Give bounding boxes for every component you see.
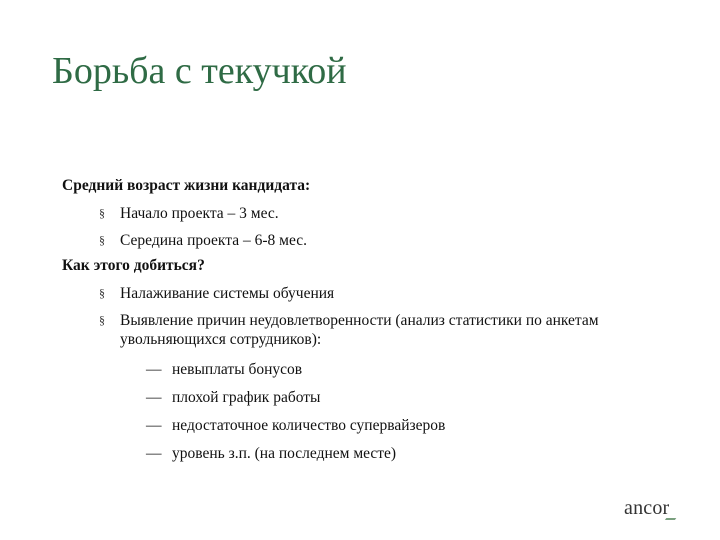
list-item (62, 231, 662, 250)
dash-icon: — (146, 417, 162, 434)
list-item-text: Середина проекта – 6-8 мес. (120, 232, 307, 249)
logo-accent-icon (665, 514, 679, 520)
list-item-text: Начало проекта – 3 мес. (120, 205, 279, 222)
dash-icon: — (146, 389, 162, 406)
list-item-text: Налаживание системы обучения (120, 285, 335, 302)
sub-list-item (62, 388, 662, 407)
how-to-achieve-list (62, 284, 662, 349)
sub-list-item-text: невыплаты бонусов (172, 361, 303, 378)
slide-content (62, 176, 662, 463)
section-heading-how-to-achieve: Как этого добиться? (62, 257, 205, 274)
sub-list-item (62, 360, 662, 379)
slide-title: Борьба с текучкой (52, 50, 347, 92)
sub-list-item-text: уровень з.п. (на последнем месте) (172, 445, 397, 462)
sub-list-item (62, 444, 662, 463)
sub-list-item-text: недостаточное количество супервайзеров (172, 417, 446, 434)
list-item-text: Выявление причин неудовлетворенности (анализ статистики по анкетам увольняющихся сотрудников): (120, 312, 599, 348)
bullet-icon: § (99, 233, 105, 247)
list-item (62, 284, 662, 303)
sub-list-item (62, 416, 662, 435)
bullet-icon: § (99, 286, 105, 300)
section-heading-candidate-lifetime: Средний возраст жизни кандидата: (62, 177, 311, 194)
sub-list-item-text: плохой график работы (172, 389, 321, 406)
bullet-icon: § (99, 313, 105, 327)
candidate-lifetime-list (62, 204, 662, 250)
dash-icon: — (146, 361, 162, 378)
dash-icon: — (146, 445, 162, 462)
bullet-icon: § (99, 206, 105, 220)
dissatisfaction-reasons-list (62, 360, 662, 463)
list-item (62, 204, 662, 223)
list-item (62, 311, 662, 349)
ancor-logo: ancor (624, 497, 670, 519)
